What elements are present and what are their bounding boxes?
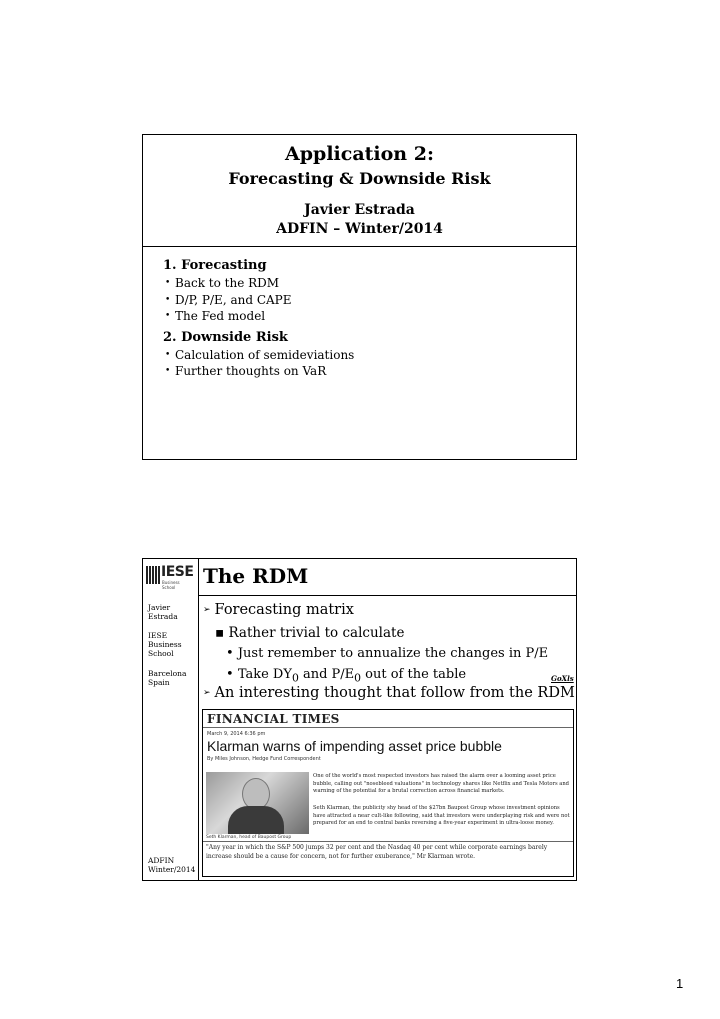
page-number: 1 (676, 976, 684, 991)
list-item: • D/P, P/E, and CAPE (165, 292, 292, 307)
quote-divider (203, 841, 573, 842)
sidebar-school: IESE Business School (148, 631, 182, 658)
article-date: March 9, 2014 6:36 pm (207, 731, 266, 737)
bullet-icon: • (165, 278, 171, 288)
section-heading: 1. Forecasting (163, 258, 267, 273)
bullet-icon: • (226, 646, 238, 661)
slide-title: The RDM (203, 564, 309, 588)
slide-title: Application 2: (285, 143, 434, 165)
bullet-icon: • (165, 349, 171, 360)
arrow-bullet-icon: ➢ (203, 688, 211, 698)
list-item: • Back to the RDM (165, 276, 280, 290)
bullet-level3: • Just remember to annualize the changes in P/E (226, 646, 549, 661)
title-slide-header (143, 135, 576, 247)
bullet-icon: • (226, 667, 238, 682)
title-slide (142, 134, 577, 460)
bullet-level3: • Take $DY_0$ and $P/E_0$ out of the table (226, 667, 467, 685)
article-photo (206, 772, 309, 834)
arrow-bullet-icon: ➢ (203, 605, 211, 615)
logo-mark-icon (146, 566, 160, 584)
iese-logo: IESE Business School (146, 564, 192, 586)
article-quote: "Any year in which the S&P 500 jumps 32 per cent and the Nasdaq 40 per cent while corporate earnings barely increase should be a cause for concern, not for further exuberance," Mr Klarman wrote. (206, 844, 548, 860)
rdm-slide (142, 558, 577, 881)
article-headline: Klarman warns of impending asset price bubble (207, 738, 502, 754)
bullet-level1: ➢ Forecasting matrix (203, 602, 354, 618)
ft-masthead: FINANCIAL TIMES (207, 712, 340, 726)
person-body-shape (228, 806, 284, 834)
bullet-level1: ➢ An interesting thought that follow from the RDM (203, 685, 575, 701)
slide-subtitle: Forecasting & Downside Risk (228, 169, 491, 188)
author-name: Javier Estrada (304, 202, 415, 218)
agenda (163, 257, 563, 380)
masthead-divider (203, 727, 573, 728)
bullet-icon: • (165, 366, 171, 376)
sidebar-author: Javier Estrada (148, 603, 178, 621)
photo-caption: Seth Klarman, head of Baupost Group (206, 835, 292, 840)
course-name: ADFIN – Winter/2014 (276, 221, 443, 237)
article-byline: By Miles Johnson, Hedge Fund Correspondent (207, 756, 321, 762)
article-paragraph: Seth Klarman, the publicity shy head of the $27bn Baupost Group whose investment opinions have attracted a near cult-like following, said that investors were underplaying risk and were not prepared for an end to central banks reversing a five-year experiment in ultra-loose money. (313, 805, 570, 826)
bullet-icon: • (165, 294, 171, 305)
list-item: • Calculation of semideviations (165, 347, 355, 362)
title-divider (198, 595, 576, 596)
section-heading: 2. Downside Risk (163, 329, 288, 345)
square-bullet-icon: ▪ (215, 625, 229, 641)
sidebar-divider (198, 559, 199, 880)
list-item: • Further thoughts on VaR (165, 364, 327, 378)
bullet-level2: ▪ Rather trivial to calculate (215, 625, 405, 641)
bullet-icon: • (165, 311, 171, 321)
sidebar-course: ADFIN Winter/2014 (148, 856, 196, 874)
goxls-link[interactable]: GoXls (551, 674, 574, 683)
ft-article-clipping (202, 709, 574, 877)
sidebar-city: Barcelona Spain (148, 669, 187, 687)
article-paragraph: One of the world's most respected investors has raised the alarm over a looming asset price bubble, calling out "nosebleed valuations" in technology shares like Netflix and Tesla Motors and warning of the potential for a brutal correction across financial markets. (313, 773, 570, 794)
list-item: • The Fed model (165, 309, 266, 323)
